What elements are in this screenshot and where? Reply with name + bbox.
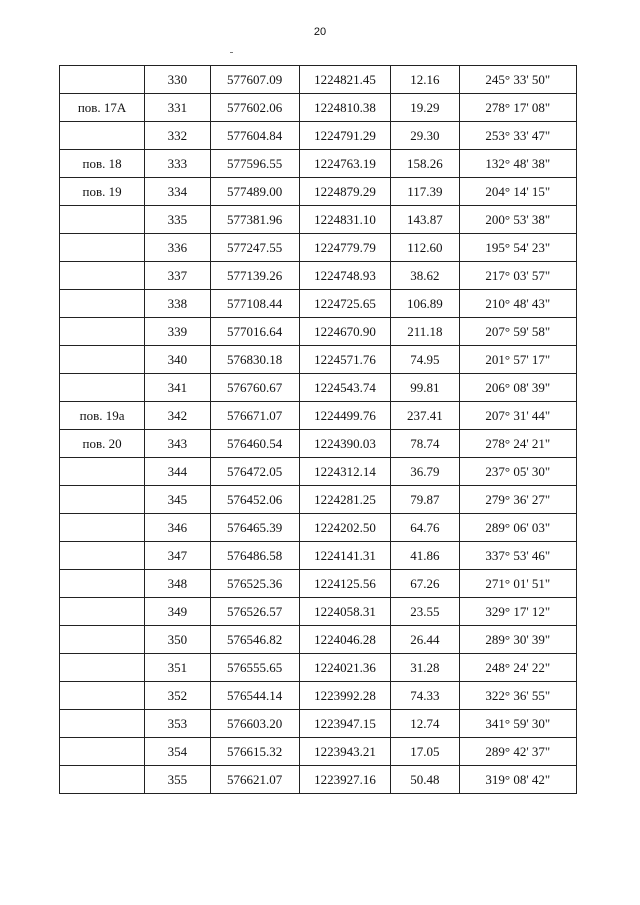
table-row — [60, 206, 577, 234]
scan-dot — [230, 52, 233, 53]
table-row — [60, 290, 577, 318]
cell-x-coordinate: 576486.58 — [210, 542, 299, 570]
cell-turn-label — [60, 542, 145, 570]
table-row — [60, 346, 577, 374]
cell-y-coordinate: 1223943.21 — [299, 738, 390, 766]
table-row — [60, 738, 577, 766]
cell-point-number: 354 — [145, 738, 210, 766]
cell-bearing: 289° 30' 39" — [459, 626, 576, 654]
cell-distance: 26.44 — [391, 626, 460, 654]
table-row — [60, 234, 577, 262]
table-row — [60, 710, 577, 738]
cell-point-number: 332 — [145, 122, 210, 150]
cell-distance: 50.48 — [391, 766, 460, 794]
table-row — [60, 486, 577, 514]
cell-bearing: 253° 33' 47" — [459, 122, 576, 150]
cell-turn-label — [60, 514, 145, 542]
cell-point-number: 341 — [145, 374, 210, 402]
cell-turn-label — [60, 262, 145, 290]
cell-point-number: 331 — [145, 94, 210, 122]
cell-y-coordinate: 1223947.15 — [299, 710, 390, 738]
table-row — [60, 458, 577, 486]
cell-turn-label — [60, 738, 145, 766]
cell-distance: 64.76 — [391, 514, 460, 542]
cell-y-coordinate: 1224571.76 — [299, 346, 390, 374]
cell-turn-label — [60, 598, 145, 626]
cell-bearing: 207° 31' 44" — [459, 402, 576, 430]
cell-point-number: 344 — [145, 458, 210, 486]
cell-x-coordinate: 576615.32 — [210, 738, 299, 766]
cell-bearing: 322° 36' 55" — [459, 682, 576, 710]
cell-point-number: 346 — [145, 514, 210, 542]
cell-turn-label: пов. 19 — [60, 178, 145, 206]
cell-y-coordinate: 1224543.74 — [299, 374, 390, 402]
cell-turn-label — [60, 318, 145, 346]
table-row — [60, 318, 577, 346]
cell-x-coordinate: 577596.55 — [210, 150, 299, 178]
cell-point-number: 335 — [145, 206, 210, 234]
cell-distance: 112.60 — [391, 234, 460, 262]
cell-distance: 29.30 — [391, 122, 460, 150]
cell-x-coordinate: 577489.00 — [210, 178, 299, 206]
cell-point-number: 333 — [145, 150, 210, 178]
cell-y-coordinate: 1224879.29 — [299, 178, 390, 206]
cell-x-coordinate: 576555.65 — [210, 654, 299, 682]
cell-point-number: 336 — [145, 234, 210, 262]
table-row — [60, 682, 577, 710]
cell-bearing: 337° 53' 46" — [459, 542, 576, 570]
cell-x-coordinate: 576830.18 — [210, 346, 299, 374]
cell-distance: 106.89 — [391, 290, 460, 318]
cell-bearing: 329° 17' 12" — [459, 598, 576, 626]
cell-y-coordinate: 1224821.45 — [299, 66, 390, 94]
cell-bearing: 132° 48' 38" — [459, 150, 576, 178]
cell-x-coordinate: 576621.07 — [210, 766, 299, 794]
table-row — [60, 570, 577, 598]
coordinates-table-body — [60, 66, 577, 794]
coordinates-table — [59, 65, 577, 794]
cell-distance: 41.86 — [391, 542, 460, 570]
cell-distance: 74.33 — [391, 682, 460, 710]
cell-y-coordinate: 1224831.10 — [299, 206, 390, 234]
cell-point-number: 355 — [145, 766, 210, 794]
cell-point-number: 337 — [145, 262, 210, 290]
cell-point-number: 343 — [145, 430, 210, 458]
cell-distance: 79.87 — [391, 486, 460, 514]
cell-distance: 12.74 — [391, 710, 460, 738]
cell-bearing: 278° 17' 08" — [459, 94, 576, 122]
cell-turn-label: пов. 20 — [60, 430, 145, 458]
cell-x-coordinate: 576525.36 — [210, 570, 299, 598]
cell-y-coordinate: 1224202.50 — [299, 514, 390, 542]
table-row — [60, 654, 577, 682]
cell-y-coordinate: 1224021.36 — [299, 654, 390, 682]
cell-distance: 78.74 — [391, 430, 460, 458]
cell-distance: 23.55 — [391, 598, 460, 626]
cell-point-number: 349 — [145, 598, 210, 626]
cell-bearing: 210° 48' 43" — [459, 290, 576, 318]
cell-turn-label — [60, 458, 145, 486]
cell-point-number: 351 — [145, 654, 210, 682]
cell-x-coordinate: 577108.44 — [210, 290, 299, 318]
cell-y-coordinate: 1224810.38 — [299, 94, 390, 122]
cell-point-number: 345 — [145, 486, 210, 514]
cell-x-coordinate: 576526.57 — [210, 598, 299, 626]
cell-point-number: 342 — [145, 402, 210, 430]
cell-point-number: 353 — [145, 710, 210, 738]
cell-turn-label — [60, 66, 145, 94]
cell-bearing: 271° 01' 51" — [459, 570, 576, 598]
cell-y-coordinate: 1224499.76 — [299, 402, 390, 430]
cell-y-coordinate: 1224748.93 — [299, 262, 390, 290]
cell-x-coordinate: 577604.84 — [210, 122, 299, 150]
cell-turn-label — [60, 766, 145, 794]
cell-turn-label: пов. 19а — [60, 402, 145, 430]
cell-x-coordinate: 576472.05 — [210, 458, 299, 486]
table-row — [60, 66, 577, 94]
cell-y-coordinate: 1224312.14 — [299, 458, 390, 486]
cell-bearing: 278° 24' 21" — [459, 430, 576, 458]
cell-bearing: 204° 14' 15" — [459, 178, 576, 206]
cell-bearing: 195° 54' 23" — [459, 234, 576, 262]
cell-point-number: 347 — [145, 542, 210, 570]
cell-y-coordinate: 1224791.29 — [299, 122, 390, 150]
cell-turn-label — [60, 570, 145, 598]
page-number: 20 — [313, 26, 327, 38]
cell-x-coordinate: 577607.09 — [210, 66, 299, 94]
cell-point-number: 330 — [145, 66, 210, 94]
table-row — [60, 374, 577, 402]
cell-point-number: 348 — [145, 570, 210, 598]
cell-y-coordinate: 1224725.65 — [299, 290, 390, 318]
table-row — [60, 150, 577, 178]
cell-x-coordinate: 576465.39 — [210, 514, 299, 542]
cell-distance: 67.26 — [391, 570, 460, 598]
cell-y-coordinate: 1224125.56 — [299, 570, 390, 598]
cell-x-coordinate: 577247.55 — [210, 234, 299, 262]
cell-turn-label — [60, 122, 145, 150]
cell-bearing: 319° 08' 42" — [459, 766, 576, 794]
cell-distance: 38.62 — [391, 262, 460, 290]
cell-x-coordinate: 577016.64 — [210, 318, 299, 346]
cell-point-number: 352 — [145, 682, 210, 710]
cell-y-coordinate: 1224779.79 — [299, 234, 390, 262]
cell-y-coordinate: 1224390.03 — [299, 430, 390, 458]
cell-x-coordinate: 576452.06 — [210, 486, 299, 514]
cell-y-coordinate: 1224281.25 — [299, 486, 390, 514]
cell-distance: 211.18 — [391, 318, 460, 346]
table-row — [60, 514, 577, 542]
cell-bearing: 217° 03' 57" — [459, 262, 576, 290]
cell-y-coordinate: 1223927.16 — [299, 766, 390, 794]
cell-turn-label — [60, 290, 145, 318]
cell-bearing: 237° 05' 30" — [459, 458, 576, 486]
cell-bearing: 201° 57' 17" — [459, 346, 576, 374]
cell-x-coordinate: 576546.82 — [210, 626, 299, 654]
cell-x-coordinate: 577139.26 — [210, 262, 299, 290]
cell-point-number: 340 — [145, 346, 210, 374]
cell-x-coordinate: 576603.20 — [210, 710, 299, 738]
cell-distance: 117.39 — [391, 178, 460, 206]
cell-y-coordinate: 1224058.31 — [299, 598, 390, 626]
cell-turn-label — [60, 346, 145, 374]
cell-turn-label — [60, 654, 145, 682]
cell-y-coordinate: 1224763.19 — [299, 150, 390, 178]
cell-distance: 17.05 — [391, 738, 460, 766]
cell-x-coordinate: 576671.07 — [210, 402, 299, 430]
table-row — [60, 542, 577, 570]
cell-point-number: 334 — [145, 178, 210, 206]
cell-distance: 31.28 — [391, 654, 460, 682]
cell-bearing: 248° 24' 22" — [459, 654, 576, 682]
cell-distance: 36.79 — [391, 458, 460, 486]
cell-x-coordinate: 576544.14 — [210, 682, 299, 710]
cell-turn-label: пов. 18 — [60, 150, 145, 178]
cell-bearing: 245° 33' 50" — [459, 66, 576, 94]
cell-distance: 158.26 — [391, 150, 460, 178]
table-row — [60, 598, 577, 626]
cell-x-coordinate: 576760.67 — [210, 374, 299, 402]
table-row — [60, 766, 577, 794]
cell-point-number: 339 — [145, 318, 210, 346]
table-row — [60, 94, 577, 122]
cell-x-coordinate: 576460.54 — [210, 430, 299, 458]
cell-y-coordinate: 1223992.28 — [299, 682, 390, 710]
cell-turn-label — [60, 234, 145, 262]
table-row — [60, 122, 577, 150]
cell-turn-label — [60, 206, 145, 234]
table-row — [60, 402, 577, 430]
cell-distance: 19.29 — [391, 94, 460, 122]
cell-turn-label — [60, 710, 145, 738]
table-row — [60, 178, 577, 206]
cell-bearing: 289° 06' 03" — [459, 514, 576, 542]
cell-bearing: 206° 08' 39" — [459, 374, 576, 402]
cell-y-coordinate: 1224046.28 — [299, 626, 390, 654]
cell-point-number: 338 — [145, 290, 210, 318]
cell-bearing: 207° 59' 58" — [459, 318, 576, 346]
cell-distance: 12.16 — [391, 66, 460, 94]
table-row — [60, 262, 577, 290]
cell-turn-label — [60, 682, 145, 710]
cell-distance: 143.87 — [391, 206, 460, 234]
cell-bearing: 279° 36' 27" — [459, 486, 576, 514]
cell-distance: 74.95 — [391, 346, 460, 374]
cell-bearing: 200° 53' 38" — [459, 206, 576, 234]
cell-bearing: 341° 59' 30" — [459, 710, 576, 738]
cell-turn-label — [60, 374, 145, 402]
cell-x-coordinate: 577381.96 — [210, 206, 299, 234]
cell-distance: 237.41 — [391, 402, 460, 430]
cell-point-number: 350 — [145, 626, 210, 654]
cell-turn-label — [60, 626, 145, 654]
cell-y-coordinate: 1224141.31 — [299, 542, 390, 570]
cell-turn-label — [60, 486, 145, 514]
table-row — [60, 626, 577, 654]
cell-x-coordinate: 577602.06 — [210, 94, 299, 122]
cell-distance: 99.81 — [391, 374, 460, 402]
cell-turn-label: пов. 17А — [60, 94, 145, 122]
table-row — [60, 430, 577, 458]
cell-bearing: 289° 42' 37" — [459, 738, 576, 766]
cell-y-coordinate: 1224670.90 — [299, 318, 390, 346]
